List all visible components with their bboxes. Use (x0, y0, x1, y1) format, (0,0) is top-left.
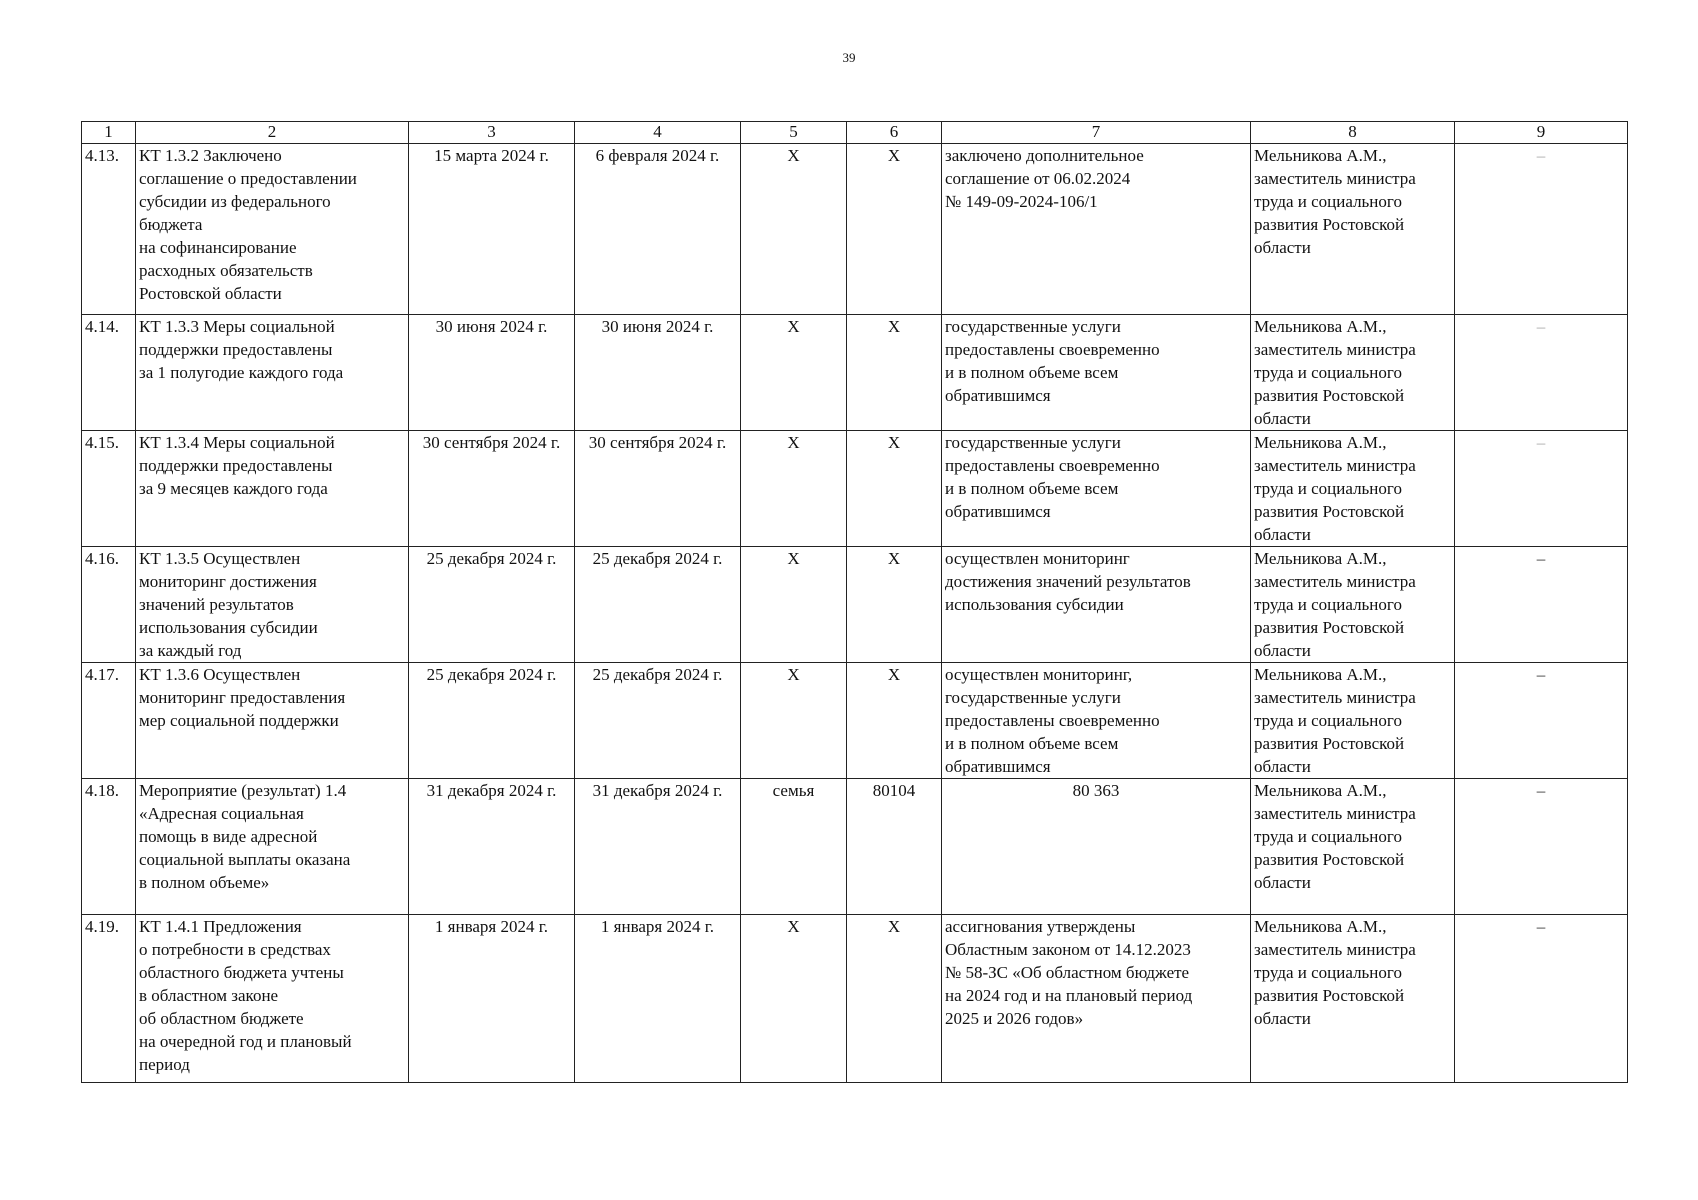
row-number: 4.17. (82, 663, 136, 779)
column-header: 9 (1455, 122, 1628, 144)
plan-date: 30 июня 2024 г. (409, 315, 575, 431)
plan-date: 31 декабря 2024 г. (409, 779, 575, 915)
row-number: 4.14. (82, 315, 136, 431)
table-row (82, 431, 1628, 547)
table-row (82, 144, 1628, 315)
measure-name: КТ 1.3.2 Заключено соглашение о предоставлении субсидии из федерального бюджета на софинансирование расходных обязательств Ростовской области (136, 144, 409, 315)
fact-date: 31 декабря 2024 г. (575, 779, 741, 915)
fact-date: 30 сентября 2024 г. (575, 431, 741, 547)
unit: X (741, 144, 847, 315)
plan-date: 1 января 2024 г. (409, 915, 575, 1083)
table-row (82, 779, 1628, 915)
note: – (1455, 315, 1628, 431)
plan-value: X (847, 431, 942, 547)
fact-date: 30 июня 2024 г. (575, 315, 741, 431)
measure-name: КТ 1.3.5 Осуществлен мониторинг достижения значений результатов использования субсидии за каждый год (136, 547, 409, 663)
responsible: Мельникова А.М., заместитель министра труда и социального развития Ростовской области (1251, 431, 1455, 547)
unit: X (741, 663, 847, 779)
responsible: Мельникова А.М., заместитель министра труда и социального развития Ростовской области (1251, 915, 1455, 1083)
row-number: 4.15. (82, 431, 136, 547)
column-header: 4 (575, 122, 741, 144)
plan-date: 25 декабря 2024 г. (409, 663, 575, 779)
result: государственные услуги предоставлены своевременно и в полном объеме всем обратившимся (942, 431, 1251, 547)
row-number: 4.18. (82, 779, 136, 915)
responsible: Мельникова А.М., заместитель министра труда и социального развития Ростовской области (1251, 315, 1455, 431)
result: 80 363 (942, 779, 1251, 915)
column-header: 7 (942, 122, 1251, 144)
responsible: Мельникова А.М., заместитель министра труда и социального развития Ростовской области (1251, 779, 1455, 915)
row-number: 4.16. (82, 547, 136, 663)
table-row (82, 663, 1628, 779)
plan-value: X (847, 663, 942, 779)
row-number: 4.13. (82, 144, 136, 315)
unit: семья (741, 779, 847, 915)
plan-value: 80104 (847, 779, 942, 915)
result: осуществлен мониторинг, государственные услуги предоставлены своевременно и в полном объеме всем обратившимся (942, 663, 1251, 779)
plan-date: 15 марта 2024 г. (409, 144, 575, 315)
unit: X (741, 315, 847, 431)
responsible: Мельникова А.М., заместитель министра труда и социального развития Ростовской области (1251, 144, 1455, 315)
header-row (82, 122, 1628, 144)
note: – (1455, 144, 1628, 315)
measure-name: КТ 1.3.3 Меры социальной поддержки предоставлены за 1 полугодие каждого года (136, 315, 409, 431)
page-number: 39 (842, 50, 856, 65)
plan-date: 25 декабря 2024 г. (409, 547, 575, 663)
column-header: 8 (1251, 122, 1455, 144)
measure-name: КТ 1.4.1 Предложения о потребности в средствах областного бюджета учтены в областном законе об областном бюджете на очередной год и плановый период (136, 915, 409, 1083)
plan-value: X (847, 315, 942, 431)
measure-name: Мероприятие (результат) 1.4 «Адресная социальная помощь в виде адресной социальной выплаты оказана в полном объеме» (136, 779, 409, 915)
fact-date: 6 февраля 2024 г. (575, 144, 741, 315)
column-header: 5 (741, 122, 847, 144)
column-header: 1 (82, 122, 136, 144)
row-number: 4.19. (82, 915, 136, 1083)
note: – (1455, 779, 1628, 915)
unit: X (741, 431, 847, 547)
note: – (1455, 915, 1628, 1083)
result: государственные услуги предоставлены своевременно и в полном объеме всем обратившимся (942, 315, 1251, 431)
measure-name: КТ 1.3.6 Осуществлен мониторинг предоставления мер социальной поддержки (136, 663, 409, 779)
plan-value: X (847, 547, 942, 663)
result: заключено дополнительное соглашение от 06.02.2024 № 149-09-2024-106/1 (942, 144, 1251, 315)
note: – (1455, 663, 1628, 779)
note: – (1455, 431, 1628, 547)
column-header: 6 (847, 122, 942, 144)
result: осуществлен мониторинг достижения значений результатов использования субсидии (942, 547, 1251, 663)
plan-value: X (847, 144, 942, 315)
unit: X (741, 915, 847, 1083)
table-row (82, 915, 1628, 1083)
fact-date: 1 января 2024 г. (575, 915, 741, 1083)
report-table (81, 121, 1628, 1083)
column-header: 2 (136, 122, 409, 144)
table-row (82, 315, 1628, 431)
measure-name: КТ 1.3.4 Меры социальной поддержки предоставлены за 9 месяцев каждого года (136, 431, 409, 547)
plan-value: X (847, 915, 942, 1083)
result: ассигнования утверждены Областным законом от 14.12.2023 № 58-ЗС «Об областном бюджете на 2024 год и на плановый период 2025 и 2026 годов» (942, 915, 1251, 1083)
fact-date: 25 декабря 2024 г. (575, 663, 741, 779)
note: – (1455, 547, 1628, 663)
column-header: 3 (409, 122, 575, 144)
responsible: Мельникова А.М., заместитель министра труда и социального развития Ростовской области (1251, 663, 1455, 779)
table-row (82, 547, 1628, 663)
plan-date: 30 сентября 2024 г. (409, 431, 575, 547)
fact-date: 25 декабря 2024 г. (575, 547, 741, 663)
unit: X (741, 547, 847, 663)
responsible: Мельникова А.М., заместитель министра труда и социального развития Ростовской области (1251, 547, 1455, 663)
